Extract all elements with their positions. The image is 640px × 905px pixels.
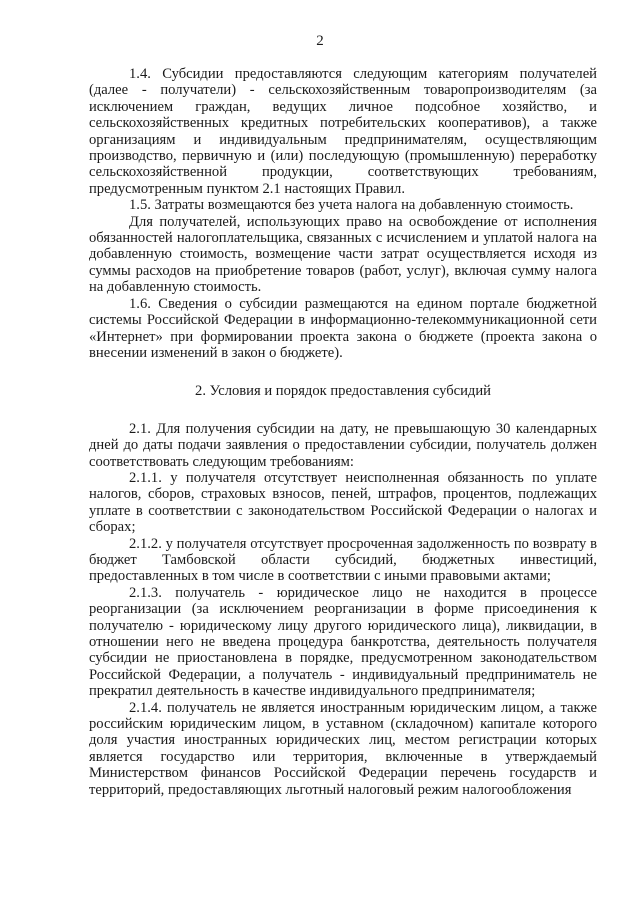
paragraph-2-1-4: 2.1.4. получатель не является иностранным юридическим лицом, а также российским юридическим лицом, в уставном (складочном) капитале которого доля участия иностранных юридических лиц, местом регистрации которых является государство или территория, включенные в утверждаемый Министерством финансов Российской Федерации перечень государств и территорий, предоставляющих льготный налоговый режим налогообложения xyxy=(89,699,597,798)
section-heading: 2. Условия и порядок предоставления субсидий xyxy=(195,383,491,400)
paragraph-2-1-2: 2.1.2. у получателя отсутствует просроченная задолженность по возврату в бюджет Тамбовской области субсидий, бюджетных инвестиций, предоставленных в том числе в соответствии с иными правовыми актами; xyxy=(89,535,597,585)
paragraph-1-5: 1.5. Затраты возмещаются без учета налога на добавленную стоимость. xyxy=(129,197,574,214)
document-body xyxy=(89,66,597,798)
paragraph-2-1-3: 2.1.3. получатель - юридическое лицо не находится в процессе реорганизации (за исключением реорганизации в форме присоединения к получателю - юридическому лицу другого юридического лица), ликвидации, в отношении него не введена процедура банкротства, деятельность получателя субсидии не приостановлена в порядке, предусмотренном законодательством Российской Федерации, а получатель - индивидуальный предприниматель не прекратил деятельность в качестве индивидуального предпринимателя; xyxy=(89,584,597,700)
paragraph-1-6: 1.6. Сведения о субсидии размещаются на едином портале бюджетной системы Российской Федерации в информационно-телекоммуникационной сети «Интернет» при формировании проекта закона о бюджете (проекта закона о внесении изменений в закон о бюджете). xyxy=(89,295,597,361)
paragraph-2-1: 2.1. Для получения субсидии на дату, не превышающую 30 календарных дней до даты подачи заявления о предоставлении субсидии, получатель должен соответствовать следующим требованиям: xyxy=(89,420,597,470)
paragraph-1-5-vat: Для получателей, использующих право на освобождение от исполнения обязанностей налогоплательщика, связанных с исчислением и уплатой налога на добавленную стоимость, возмещение части затрат осуществляется исходя из суммы расходов на приобретение товаров (работ, услуг), включая сумму налога на добавленную стоимость. xyxy=(89,213,597,296)
page-number: 2 xyxy=(316,33,324,49)
paragraph-1-4: 1.4. Субсидии предоставляются следующим категориям получателей (далее - получатели) - сельскохозяйственным товаропроизводителям (за исключением граждан, ведущих личное подсобное хозяйство, и сельскохозяйственных кредитных потребительских кооперативов), а также организациям и индивидуальным предпринимателям, осуществляющим производство, первичную и (или) последующую (промышленную) переработку сельскохозяйственной продукции, соответствующих требованиям, предусмотренным пунктом 2.1 настоящих Правил. xyxy=(89,66,597,197)
paragraph-2-1-1: 2.1.1. у получателя отсутствует неисполненная обязанность по уплате налогов, сборов, страховых взносов, пеней, штрафов, процентов, подлежащих уплате в соответствии с законодательством Российской Федерации о налогах и сборах; xyxy=(89,469,597,536)
